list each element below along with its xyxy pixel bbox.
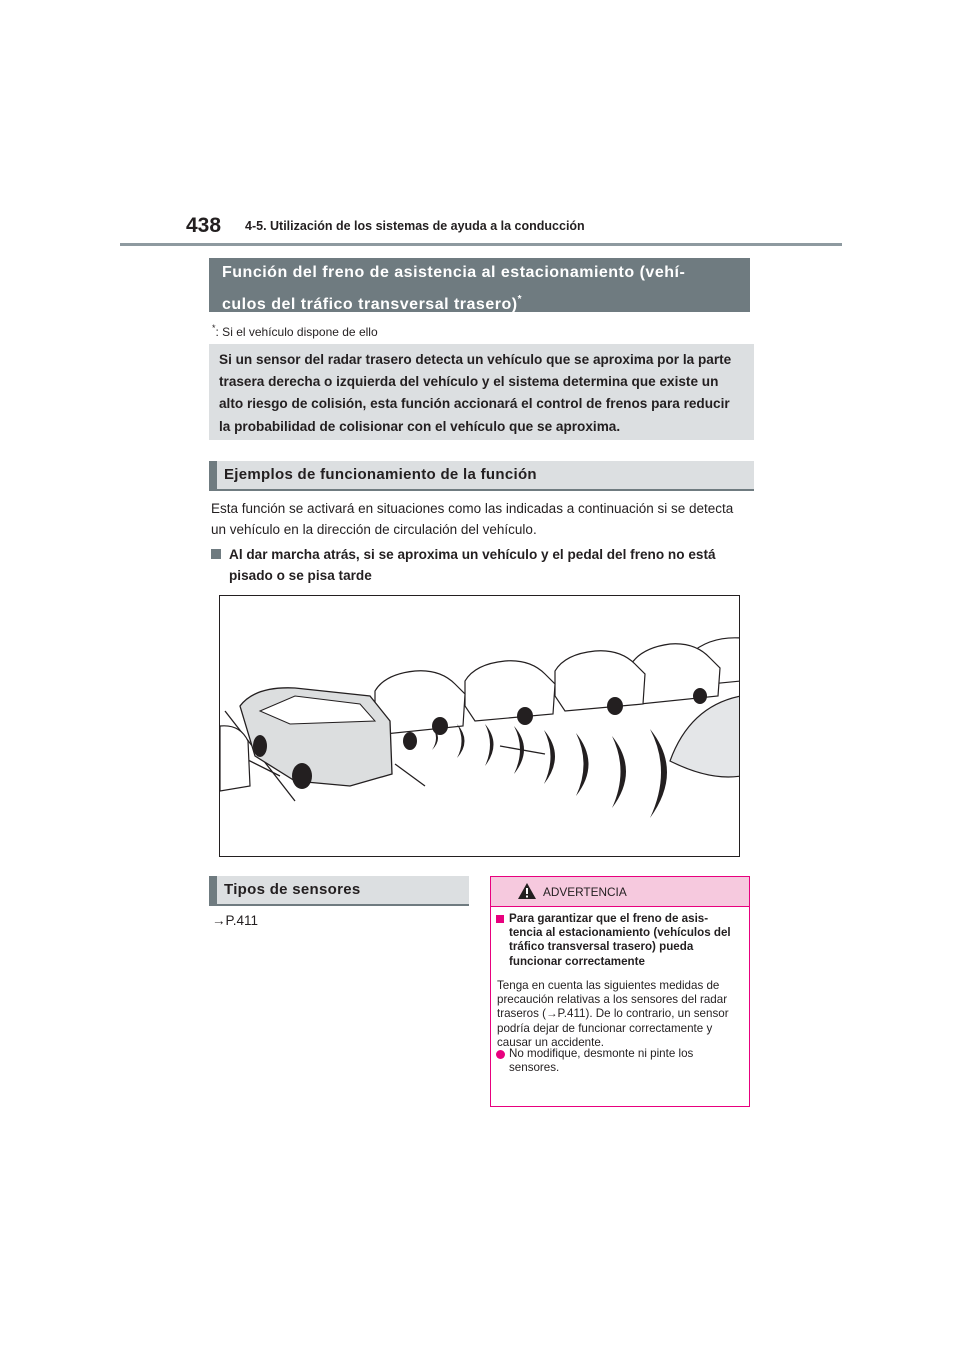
circle-bullet-icon (496, 1050, 505, 1059)
footnote (212, 323, 378, 339)
section-heading-sensors: Tipos de sensores (209, 876, 469, 906)
section-title-line1: Función del freno de asistencia al estacionamiento (vehí- (222, 264, 686, 281)
sub-item-reversing (211, 545, 751, 586)
footnote-text: : Si el vehículo dispone de ello (215, 325, 378, 339)
section-heading-examples: Ejemplos de funcionamiento de la función (209, 461, 754, 491)
page-number: 438 (186, 214, 222, 237)
chapter-title: 4-5. Utilización de los sistemas de ayuda a la conducción (245, 219, 585, 233)
reversing-illustration (219, 595, 740, 857)
warning-label: ADVERTENCIA (543, 885, 627, 899)
warning-item-2 (509, 1047, 741, 1075)
warning-item-2-text: No modifique, desmonte ni pinte los sensores. (509, 1047, 694, 1075)
warning-item-1-text: Para garantizar que el freno de asis-tencia al estacionamiento (vehículos del tráfico transversal trasero) pueda funcionar correctamente (509, 912, 731, 968)
sub-item-text: Al dar marcha atrás, si se aproxima un vehículo y el pedal del freno no está pisado o se pisa tarde (229, 547, 716, 583)
square-bullet-icon (496, 915, 504, 923)
warning-header (491, 877, 749, 907)
intro-box: Si un sensor del radar trasero detecta un vehículo que se aproxima por la parte trasera derecha o izquierda del vehículo y el sistema determina que existe un alto riesgo de colisión, esta función accionará el control de frenos para reducir la probabilidad de colisionar con el vehículo que se aproxima. (209, 344, 754, 440)
warning-triangle-icon (517, 882, 537, 900)
section-title-box (209, 258, 750, 312)
header-rule (120, 243, 842, 246)
warning-paragraph: Tenga en cuenta las siguientes medidas de precaución relativas a los sensores del radar traseros (→P.411). De lo contrario, un sensor podría dejar de funcionar correctamente y causar un accidente. (497, 979, 729, 1049)
warning-item-1 (509, 912, 741, 969)
footnote-mark: * (517, 294, 522, 305)
reversing-suv-approaching-vehicles-illustration (220, 596, 740, 857)
section-title-line2: culos del tráfico transversal trasero) (222, 296, 518, 313)
square-bullet-icon (211, 549, 221, 559)
body-paragraph: Esta función se activará en situaciones como las indicadas a continuación si se detecta un vehículo en la dirección de circulación del vehículo. (211, 501, 734, 537)
warning-box (490, 876, 750, 1107)
footnote-mark: * (212, 323, 216, 333)
page-reference-link[interactable]: →P.411 (212, 913, 259, 928)
